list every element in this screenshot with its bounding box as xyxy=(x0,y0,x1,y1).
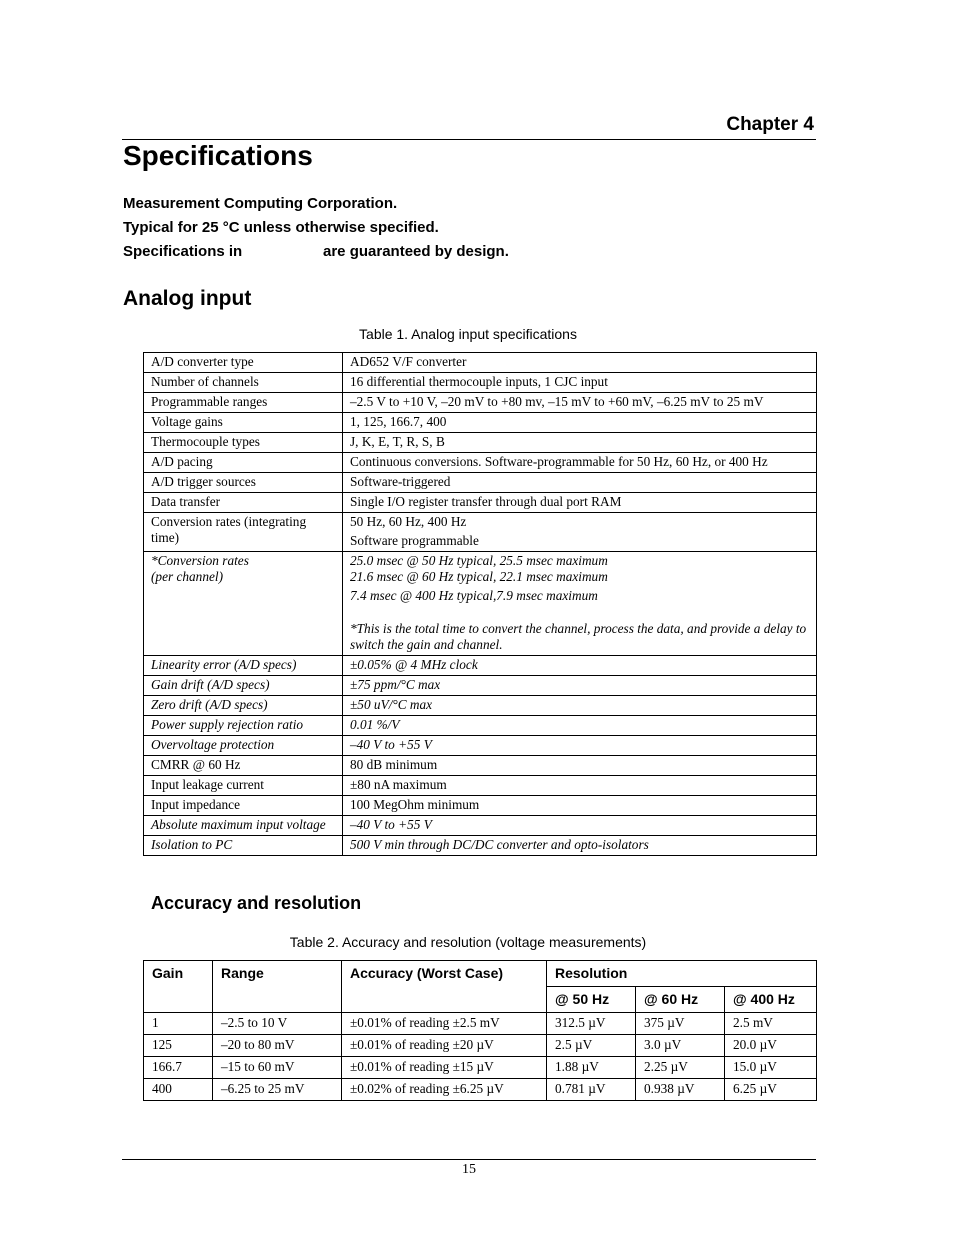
res-60hz-cell: 3.0 µV xyxy=(636,1035,725,1057)
spec-row xyxy=(144,816,817,836)
accuracy-cell: ±0.01% of reading ±2.5 mV xyxy=(342,1013,547,1035)
spec-value-line xyxy=(350,604,809,621)
spec-value-line: 50 Hz, 60 Hz, 400 Hz xyxy=(350,514,467,529)
spec-row xyxy=(144,413,817,433)
spec-value-line: 500 V min through DC/DC converter and opto-isolators xyxy=(350,837,649,852)
spec-value-line: 7.4 msec @ 400 Hz typical,7.9 msec maximum xyxy=(350,588,598,603)
spec-value-line: 1, 125, 166.7, 400 xyxy=(350,414,447,429)
spec-row xyxy=(144,736,817,756)
spec-row xyxy=(144,796,817,816)
col-header-gain: Gain xyxy=(144,961,213,1013)
spec-value xyxy=(343,676,817,696)
spec-row xyxy=(144,696,817,716)
gain-cell: 166.7 xyxy=(144,1057,213,1079)
spec-row xyxy=(144,453,817,473)
spec-value xyxy=(343,656,817,676)
spec-row xyxy=(144,393,817,413)
spec-value xyxy=(343,776,817,796)
spec-value-line: ±0.05% @ 4 MHz clock xyxy=(350,657,478,672)
col-header-resolution: Resolution xyxy=(547,961,817,987)
table2-caption: Table 2. Accuracy and resolution (voltage measurements) xyxy=(289,934,647,950)
accuracy-row xyxy=(144,1013,817,1035)
res-60hz-cell: 2.25 µV xyxy=(636,1057,725,1079)
spec-row xyxy=(144,756,817,776)
spec-row xyxy=(144,493,817,513)
intro-line-1: Measurement Computing Corporation. xyxy=(123,195,398,212)
spec-value xyxy=(343,493,817,513)
spec-value-line: –40 V to +55 V xyxy=(350,737,432,752)
res-60hz-cell: 0.938 µV xyxy=(636,1079,725,1101)
res-400hz-cell: 2.5 mV xyxy=(725,1013,817,1035)
analog-input-spec-table xyxy=(143,352,817,856)
intro-line-2: Typical for 25 °C unless otherwise specified. xyxy=(123,219,439,236)
spec-row xyxy=(144,716,817,736)
spec-label: Input impedance xyxy=(144,796,343,816)
range-cell: –6.25 to 25 mV xyxy=(213,1079,342,1101)
spec-row xyxy=(144,676,817,696)
res-400hz-cell: 15.0 µV xyxy=(725,1057,817,1079)
res-50hz-cell: 1.88 µV xyxy=(547,1057,636,1079)
spec-value-line: 25.0 msec @ 50 Hz typical, 25.5 msec maximum 21.6 msec @ 60 Hz typical, 22.1 msec maximum xyxy=(350,553,608,584)
spec-label: CMRR @ 60 Hz xyxy=(144,756,343,776)
spec-value xyxy=(343,393,817,413)
col-header-range: Range xyxy=(213,961,342,1013)
res-60hz-cell: 375 µV xyxy=(636,1013,725,1035)
res-50hz-cell: 0.781 µV xyxy=(547,1079,636,1101)
spec-value-line: *This is the total time to convert the channel, process the data, and provide a delay to switch the gain and channel. xyxy=(350,621,807,652)
spec-value-line: Software programmable xyxy=(350,533,479,548)
spec-label: Zero drift (A/D specs) xyxy=(144,696,343,716)
spec-value xyxy=(343,413,817,433)
spec-value xyxy=(343,513,817,552)
spec-label: Conversion rates (integrating time) xyxy=(144,513,343,552)
gain-cell: 400 xyxy=(144,1079,213,1101)
spec-label: Linearity error (A/D specs) xyxy=(144,656,343,676)
spec-value xyxy=(343,433,817,453)
spec-value-line: AD652 V/F converter xyxy=(350,354,467,369)
spec-value xyxy=(343,473,817,493)
spec-value-line: 0.01 %/V xyxy=(350,717,400,732)
spec-label: Voltage gains xyxy=(144,413,343,433)
spec-value-line: ±80 nA maximum xyxy=(350,777,447,792)
spec-label: A/D pacing xyxy=(144,453,343,473)
page-title: Specifications xyxy=(123,140,313,171)
spec-label: Input leakage current xyxy=(144,776,343,796)
section-heading-accuracy: Accuracy and resolution xyxy=(151,893,362,913)
spec-value-line: 100 MegOhm minimum xyxy=(350,797,480,812)
spec-value xyxy=(343,373,817,393)
spec-value xyxy=(343,716,817,736)
res-400hz-cell: 20.0 µV xyxy=(725,1035,817,1057)
page-number: 15 xyxy=(462,1162,476,1177)
range-cell: –20 to 80 mV xyxy=(213,1035,342,1057)
accuracy-row xyxy=(144,1057,817,1079)
spec-value xyxy=(343,353,817,373)
accuracy-resolution-table xyxy=(143,960,817,1101)
spec-row xyxy=(144,353,817,373)
spec-value xyxy=(343,836,817,856)
accuracy-cell: ±0.02% of reading ±6.25 µV xyxy=(342,1079,547,1101)
res-400hz-cell: 6.25 µV xyxy=(725,1079,817,1101)
spec-row xyxy=(144,513,817,552)
accuracy-cell: ±0.01% of reading ±15 µV xyxy=(342,1057,547,1079)
spec-label: Isolation to PC xyxy=(144,836,343,856)
spec-row xyxy=(144,433,817,453)
spec-label: Data transfer xyxy=(144,493,343,513)
spec-value xyxy=(343,736,817,756)
accuracy-cell: ±0.01% of reading ±20 µV xyxy=(342,1035,547,1057)
spec-value xyxy=(343,453,817,473)
spec-label: Gain drift (A/D specs) xyxy=(144,676,343,696)
spec-label: Thermocouple types xyxy=(144,433,343,453)
spec-label: *Conversion rates (per channel) xyxy=(144,552,343,656)
spec-row xyxy=(144,776,817,796)
intro-line-3-right: are guaranteed by design. xyxy=(323,243,509,260)
intro-line-3-left: Specifications in xyxy=(123,243,243,260)
spec-label: Number of channels xyxy=(144,373,343,393)
range-cell: –2.5 to 10 V xyxy=(213,1013,342,1035)
spec-label: A/D converter type xyxy=(144,353,343,373)
range-cell: –15 to 60 mV xyxy=(213,1057,342,1079)
spec-value xyxy=(343,816,817,836)
spec-value xyxy=(343,696,817,716)
footer-rule xyxy=(122,1159,816,1160)
res-50hz-cell: 2.5 µV xyxy=(547,1035,636,1057)
accuracy-row xyxy=(144,1079,817,1101)
accuracy-row xyxy=(144,1035,817,1057)
spec-row xyxy=(144,373,817,393)
spec-label: Overvoltage protection xyxy=(144,736,343,756)
spec-row xyxy=(144,836,817,856)
spec-value-line: 16 differential thermocouple inputs, 1 CJC input xyxy=(350,374,608,389)
spec-label: Programmable ranges xyxy=(144,393,343,413)
spec-label: Power supply rejection ratio xyxy=(144,716,343,736)
table1-caption: Table 1. Analog input specifications xyxy=(359,326,577,342)
res-50hz-cell: 312.5 µV xyxy=(547,1013,636,1035)
gain-cell: 1 xyxy=(144,1013,213,1035)
spec-value-line: ±75 ppm/°C max xyxy=(350,677,441,692)
spec-value-line: Software-triggered xyxy=(350,474,451,489)
section-heading-analog-input: Analog input xyxy=(123,287,252,310)
spec-value-line: –2.5 V to +10 V, –20 mV to +80 mv, –15 mV to +60 mV, –6.25 mV to 25 mV xyxy=(350,394,764,409)
spec-label: Absolute maximum input voltage xyxy=(144,816,343,836)
spec-row xyxy=(144,473,817,493)
spec-value xyxy=(343,756,817,776)
spec-value-line: –40 V to +55 V xyxy=(350,817,432,832)
chapter-label: Chapter 4 xyxy=(726,114,814,135)
spec-value-line: J, K, E, T, R, S, B xyxy=(350,434,445,449)
spec-label: A/D trigger sources xyxy=(144,473,343,493)
col-header-accuracy: Accuracy (Worst Case) xyxy=(342,961,547,1013)
spec-value-line: ±50 uV/°C max xyxy=(350,697,433,712)
spec-value-line: Single I/O register transfer through dual port RAM xyxy=(350,494,622,509)
col-header-60hz: @ 60 Hz xyxy=(636,987,725,1013)
spec-value xyxy=(343,796,817,816)
gain-cell: 125 xyxy=(144,1035,213,1057)
col-header-50hz: @ 50 Hz xyxy=(547,987,636,1013)
spec-value-line: 80 dB minimum xyxy=(350,757,438,772)
spec-value xyxy=(343,552,817,656)
spec-row xyxy=(144,656,817,676)
spec-row xyxy=(144,552,817,656)
col-header-400hz: @ 400 Hz xyxy=(725,987,817,1013)
spec-value-line: Continuous conversions. Software-programmable for 50 Hz, 60 Hz, or 400 Hz xyxy=(350,454,768,469)
